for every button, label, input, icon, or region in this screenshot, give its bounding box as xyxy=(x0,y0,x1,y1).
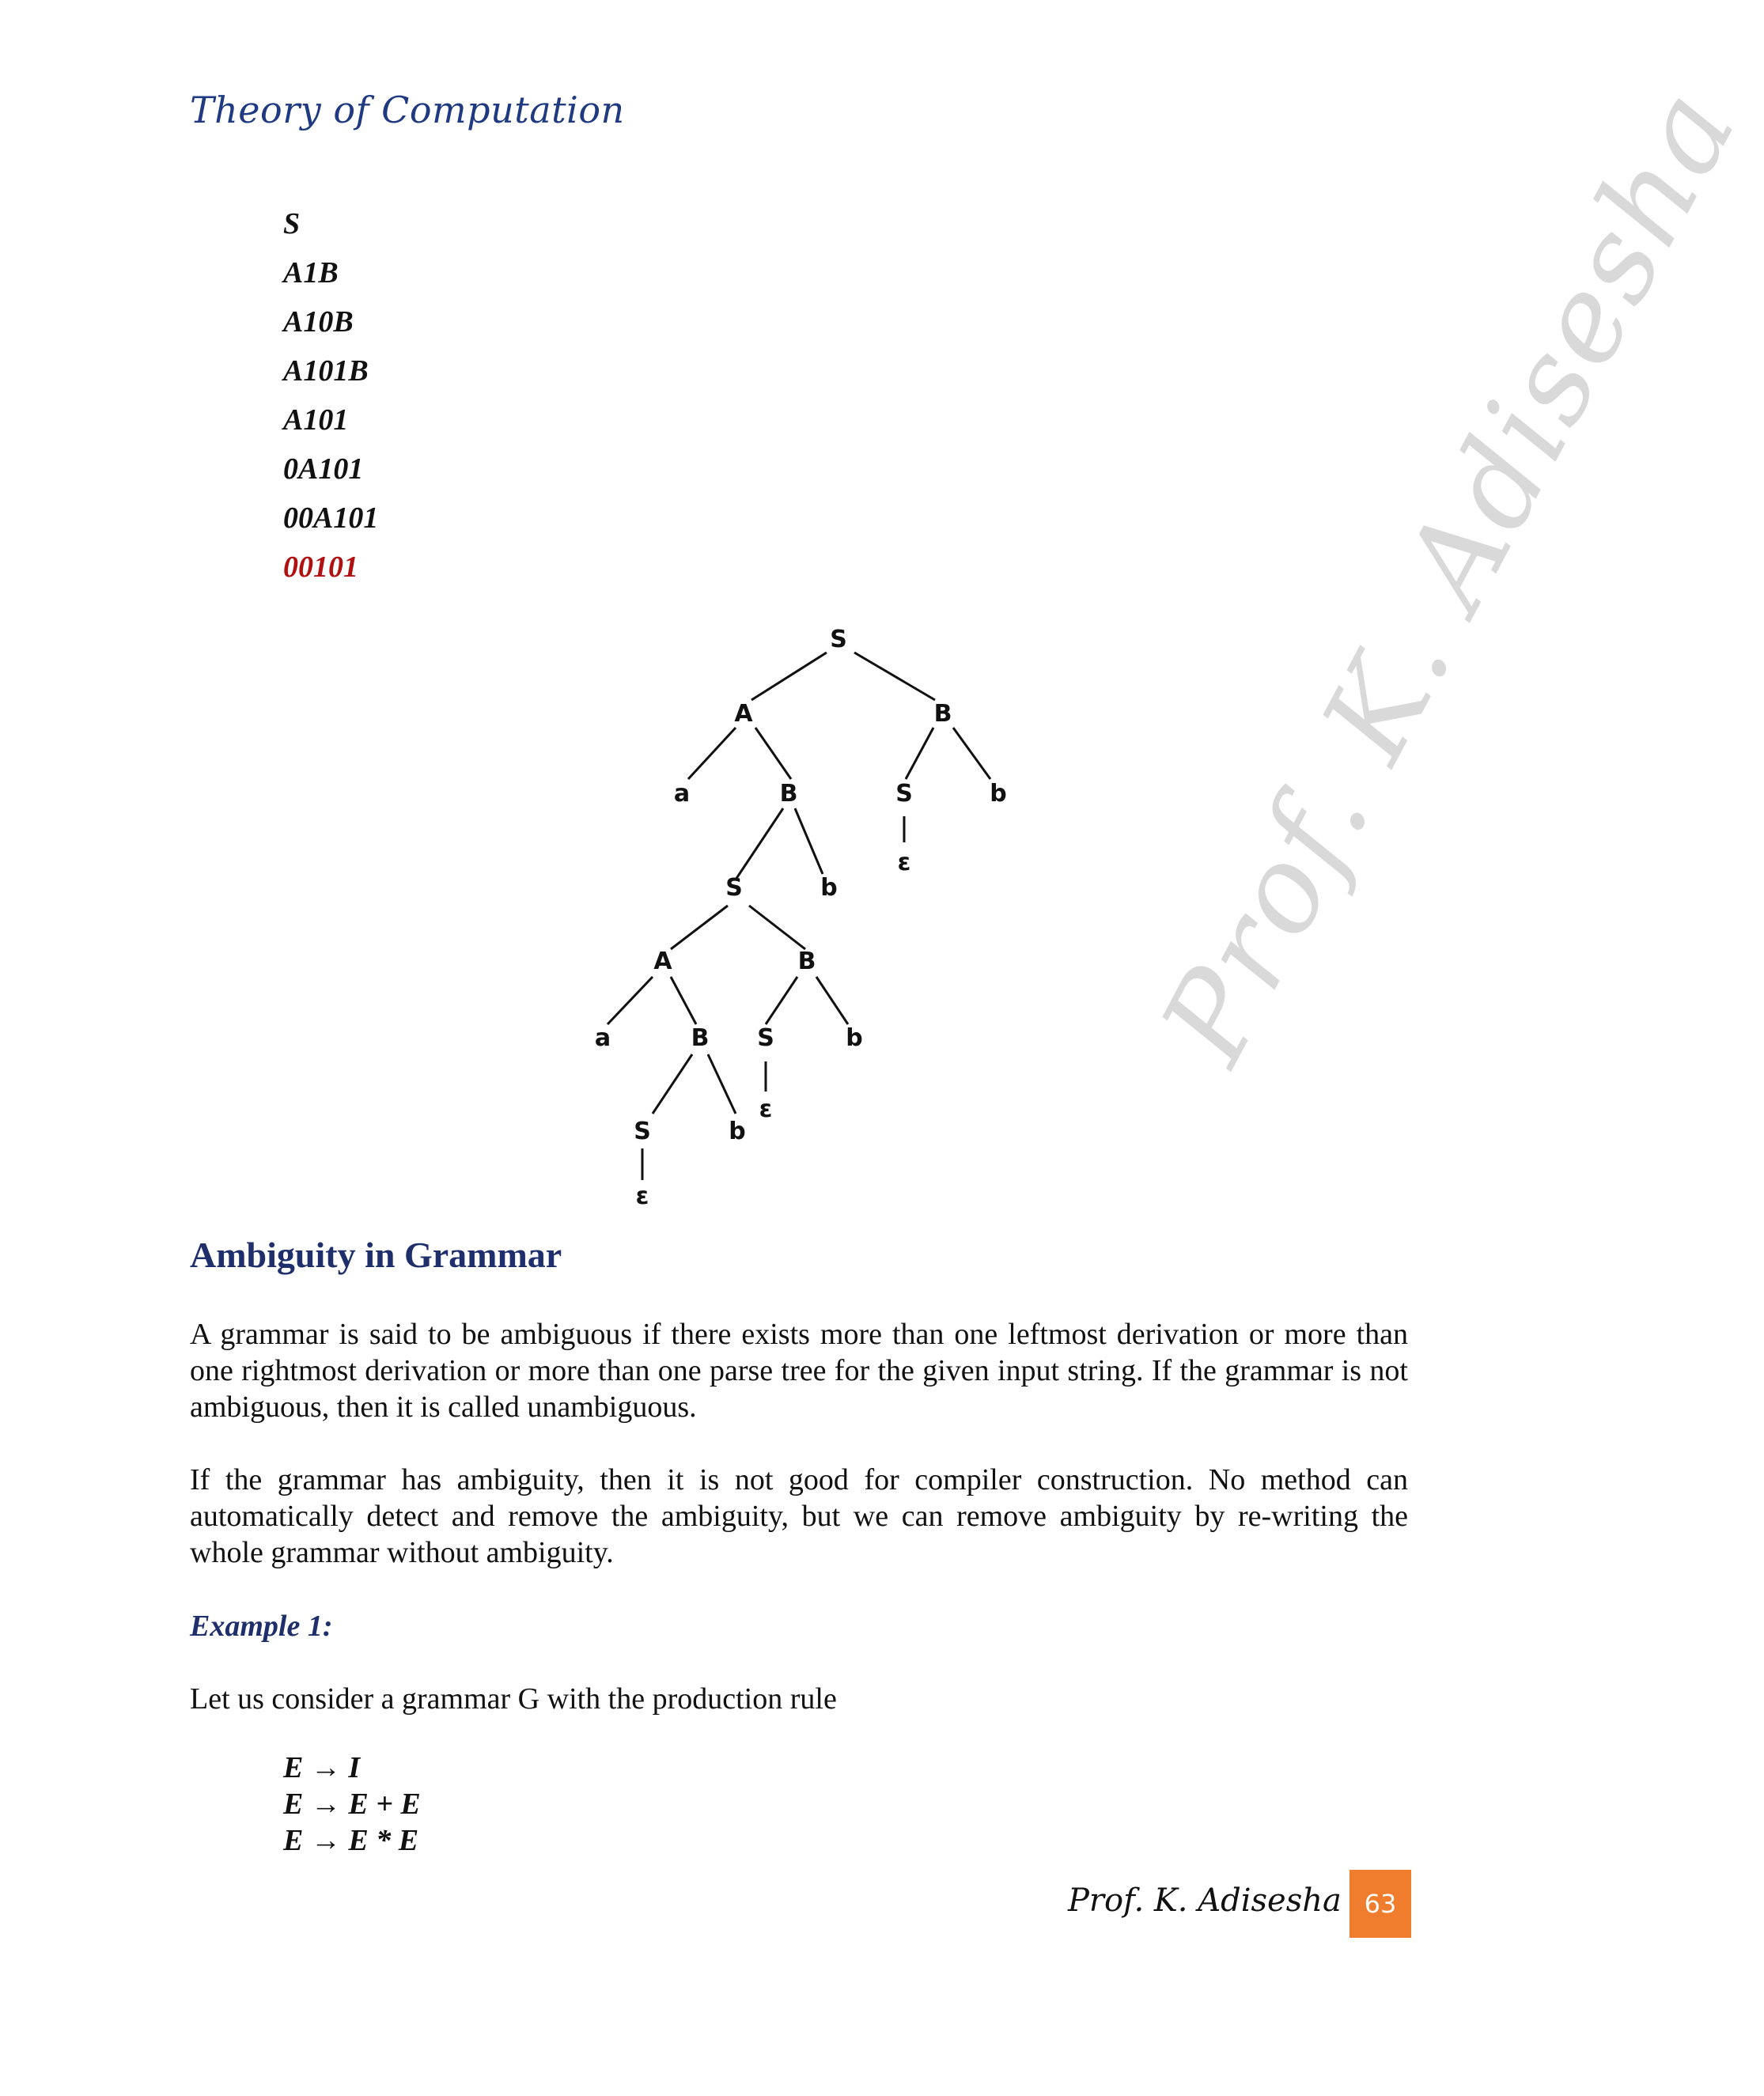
tree-node: b xyxy=(846,1024,863,1052)
derivation-step: S xyxy=(283,207,301,240)
tree-node: b xyxy=(990,780,1007,808)
derivation-result: 00101 xyxy=(283,550,358,584)
parse-tree-nodes xyxy=(595,626,1007,1210)
tree-node: B xyxy=(797,948,816,975)
production-rule: E → I xyxy=(283,1751,361,1784)
tree-node: ε xyxy=(897,849,911,876)
tree-node: b xyxy=(729,1118,746,1145)
tree-node: S xyxy=(830,626,847,653)
paragraph: A grammar is said to be ambiguous if there exists more than one leftmost derivation or more than one rightmost derivation or more than one parse tree for the given input string. If the grammar is not ambiguous, then it is called unambiguous. xyxy=(190,1318,1408,1424)
example-label: Example 1: xyxy=(190,1610,333,1643)
tree-node: S xyxy=(725,874,743,902)
paragraph: If the grammar has ambiguity, then it is not good for compiler construction. No method can automatically detect and remove the ambiguity, but we can remove ambiguity by re-writing the whole grammar without ambiguity. xyxy=(190,1463,1408,1569)
derivation-step: A10B xyxy=(283,305,354,339)
tree-node: B xyxy=(933,700,952,728)
tree-node: B xyxy=(691,1024,710,1052)
production-rule: E → E + E xyxy=(283,1788,421,1821)
derivation-step: A101 xyxy=(283,403,349,437)
section-title: Ambiguity in Grammar xyxy=(190,1235,562,1275)
tree-node: ε xyxy=(759,1095,773,1123)
tree-node: a xyxy=(673,780,691,808)
tree-node: ε xyxy=(635,1182,649,1210)
tree-node: a xyxy=(594,1024,611,1052)
tree-node: S xyxy=(634,1118,651,1145)
derivation-step: 00A101 xyxy=(283,501,379,535)
footer-author: Prof. K. Adisesha xyxy=(1068,1882,1342,1919)
production-rule: E → E * E xyxy=(283,1824,419,1857)
tree-node: B xyxy=(779,780,798,808)
production-rules xyxy=(283,1750,421,1859)
example-intro: Let us consider a grammar G with the production rule xyxy=(190,1682,837,1716)
tree-node: A xyxy=(653,948,672,975)
page-number-badge: 63 xyxy=(1349,1870,1411,1938)
running-header: Theory of Computation xyxy=(190,89,625,131)
tree-node: S xyxy=(757,1024,774,1052)
derivation-step: 0A101 xyxy=(283,452,364,486)
derivation-step: A1B xyxy=(283,256,339,289)
parse-tree-edges xyxy=(608,653,990,1180)
tree-node: b xyxy=(820,874,838,902)
tree-node: A xyxy=(734,700,753,728)
derivation-step: A101B xyxy=(283,354,369,388)
watermark: Prof. K. Adisesha xyxy=(1135,66,1764,1084)
tree-node: S xyxy=(895,780,913,808)
